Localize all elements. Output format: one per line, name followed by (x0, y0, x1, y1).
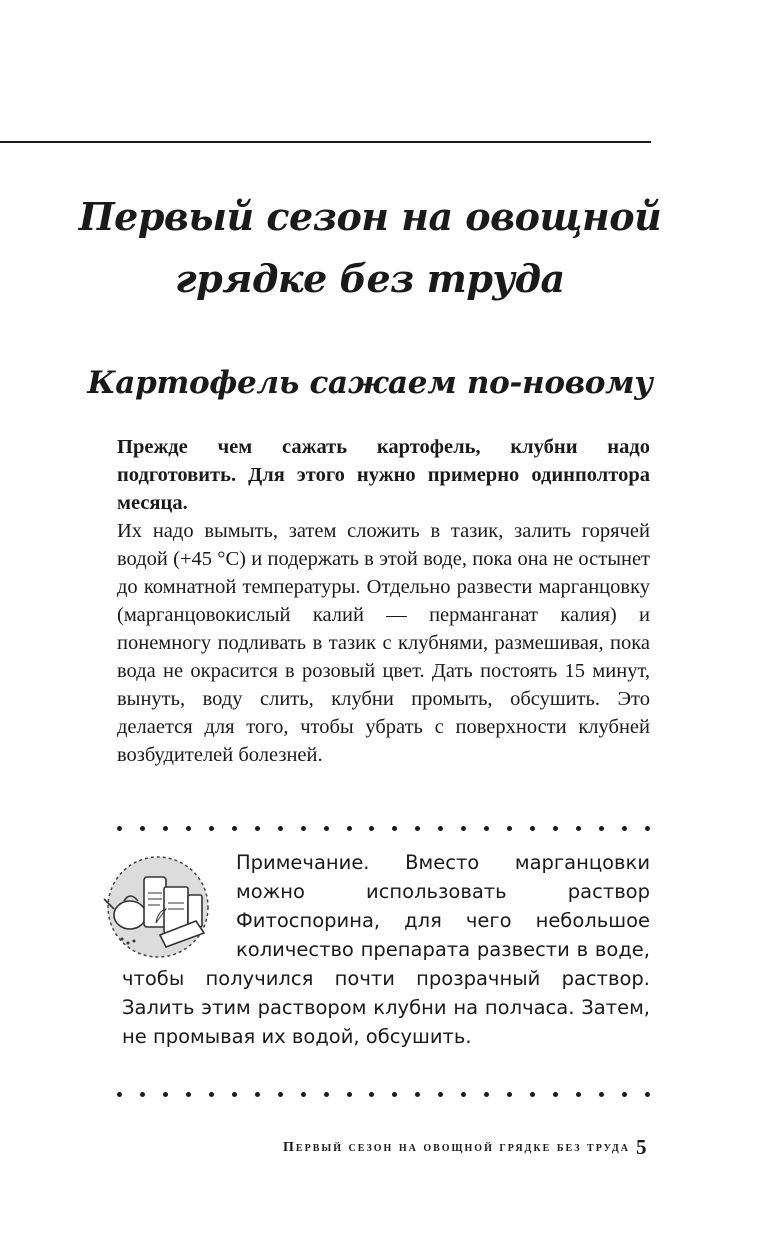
note-text: Примечание. Вместо марганцовки можно использовать раствор Фитоспорина, для чего небольшое количество препарата развести в воде, чтобы получился почти прозрачный раствор. Залить этим раствором клубни на полчаса. Затем, не промывая их водой, обсушить. (122, 851, 650, 1048)
chapter-title (60, 186, 680, 310)
body-paragraph (117, 517, 650, 769)
running-head: Первый сезон на овощной грядке без труда (283, 1140, 630, 1155)
note-divider-bottom (117, 1088, 650, 1100)
section-title: Картофель сажаем по-новому (87, 365, 653, 401)
header-rule (0, 141, 651, 143)
lead-paragraph: Прежде чем сажать картофель, клубни надо подготовить. Для этого нужно примерно одинполтора месяца. (117, 436, 650, 514)
gardening-supplies-icon (100, 853, 220, 963)
chapter-title-line-2: грядке без труда (175, 256, 565, 301)
note-divider-top (117, 822, 650, 834)
page-number: 5 (636, 1135, 647, 1159)
body-paragraph-text: Их надо вымыть, затем сложить в тазик, залить горячей водой (+45 °C) и подержать в этой воде, пока она не остынет до комнатной температуры. Отдельно развести марганцовку (марганцовокислый калий — перманганат калия) и понемногу подливать в тазик с клубнями, размешивая, пока вода не окрасится в розовый цвет. Дать постоять 15 минут, вынуть, воду слить, клубни промыть, обсушить. Это делается для того, чтобы убрать с поверхности клубней возбудителей болезней. (117, 520, 650, 766)
chapter-title-line-1: Первый сезон на овощной (78, 194, 662, 239)
